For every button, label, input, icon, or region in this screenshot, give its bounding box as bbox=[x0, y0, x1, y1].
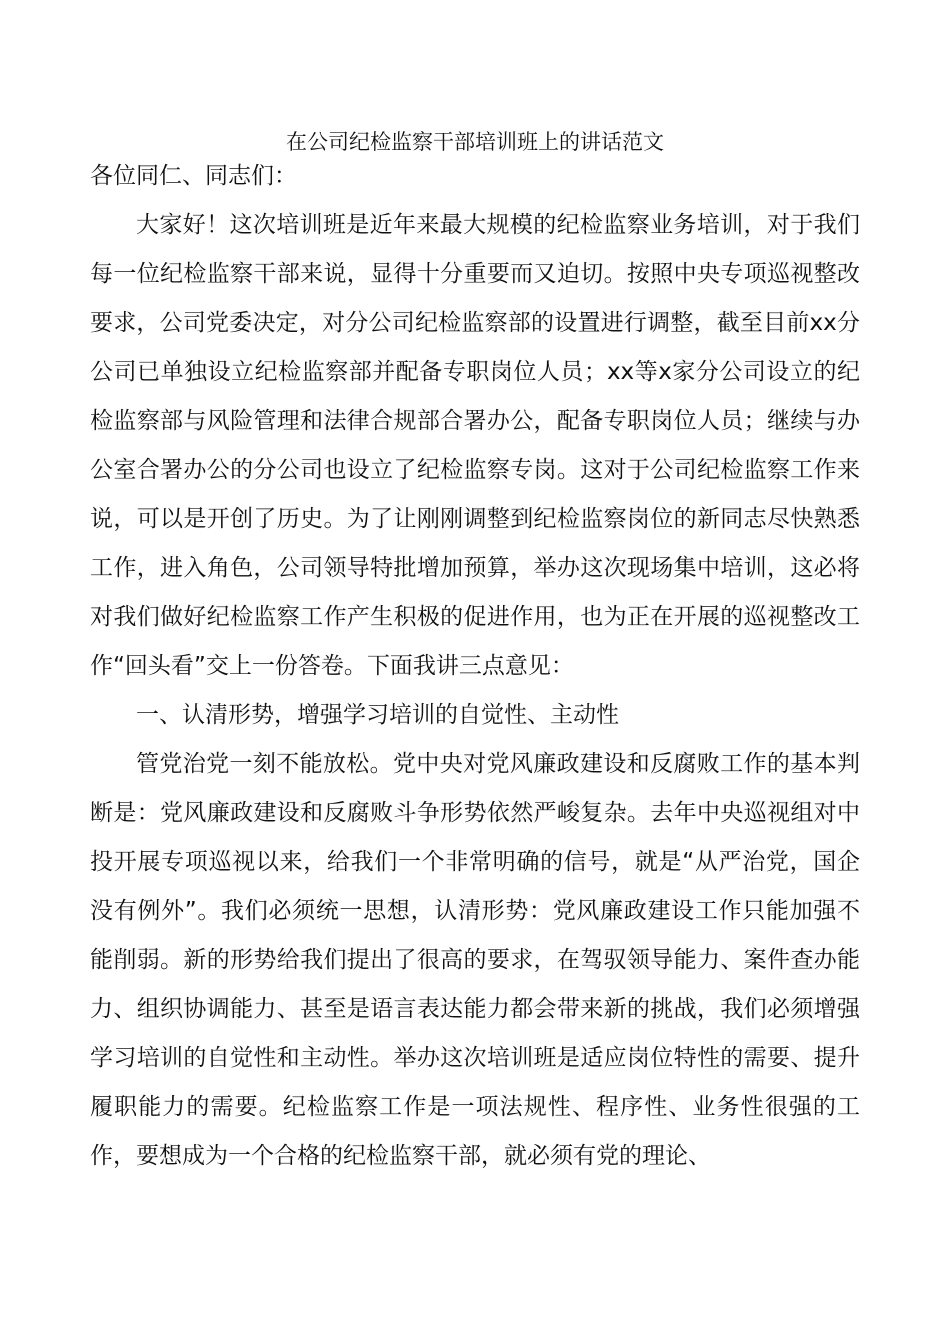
section-heading-1: 一、认清形势，增强学习培训的自觉性、主动性 bbox=[136, 702, 619, 728]
paragraph-section-1: 管党治党一刻不能放松。党中央对党风廉政建设和反腐败工作的基本判断是：党风廉政建设和反腐败斗争形势依然严峻复杂。去年中央巡视组对中投开展专项巡视以来，给我们一个非常明确的信号，就是“从严治党，国企没有例外”。我们必须统一思想，认清形势：党风廉政建设工作只能加强不能削弱。新的形势给我们提出了很高的要求，在驾驭领导能力、案件查办能力、组织协调能力、甚至是语言表达能力都会带来新的挑战，我们必须增强学习培训的自觉性和主动性。举办这次培训班是适应岗位特性的需要、提升履职能力的需要。纪检监察工作是一项法规性、程序性、业务性很强的工作，要想成为一个合格的纪检监察干部，就必须有党的理论、 bbox=[90, 751, 860, 1169]
paragraph-opening: 大家好！这次培训班是近年来最大规模的纪检监察业务培训，对于我们每一位纪检监察干部来说，显得十分重要而又迫切。按照中央专项巡视整改要求，公司党委决定，对分公司纪检监察部的设置进行调整，截至目前xx分公司已单独设立纪检监察部并配备专职岗位人员；xx等x家分公司设立的纪检监察部与风险管理和法律合规部合署办公，配备专职岗位人员；继续与办公室合署办公的分公司也设立了纪检监察专岗。这对于公司纪检监察工作来说，可以是开创了历史。为了让刚刚调整到纪检监察岗位的新同志尽快熟悉工作，进入角色，公司领导特批增加预算，举办这次现场集中培训，这必将对我们做好纪检监察工作产生积极的促进作用，也为正在开展的巡视整改工作“回头看”交上一份答卷。下面我讲三点意见： bbox=[90, 212, 860, 679]
document-title: 在公司纪检监察干部培训班上的讲话范文 bbox=[286, 130, 664, 154]
salutation: 各位同仁、同志们： bbox=[90, 163, 297, 189]
document-body bbox=[90, 201, 860, 1181]
